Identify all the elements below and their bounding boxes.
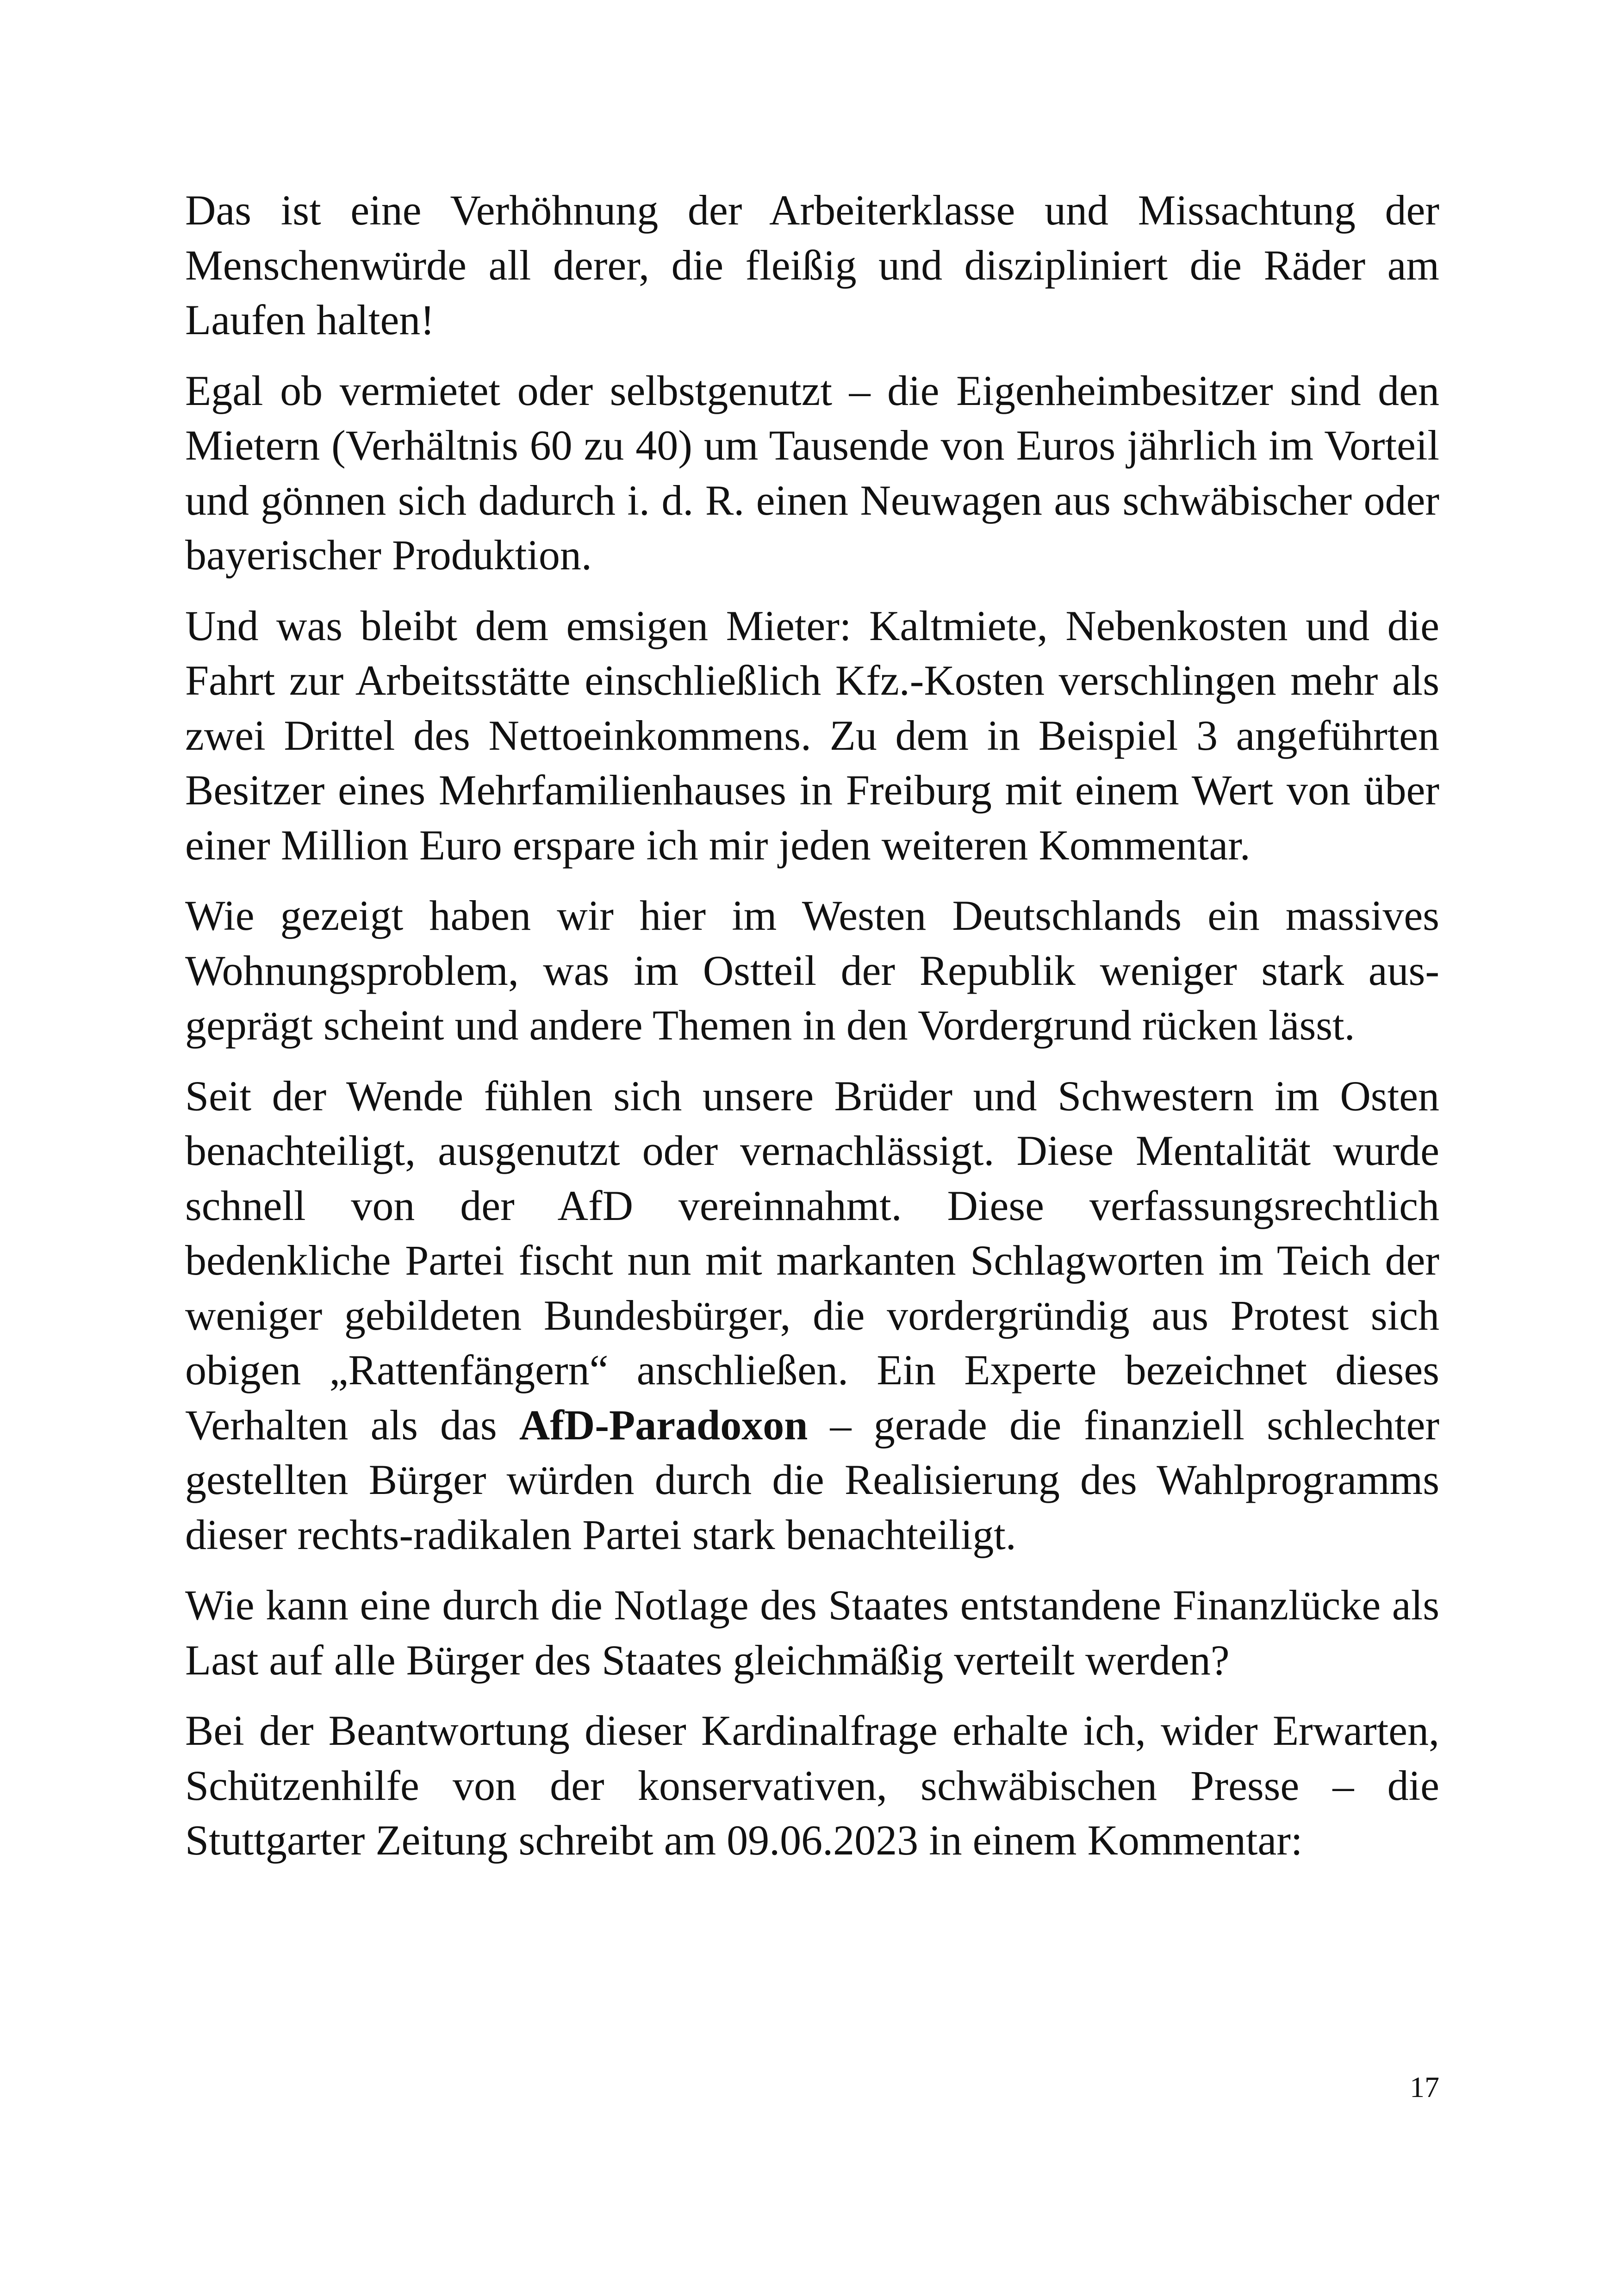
paragraph-5 (185, 1069, 1439, 1562)
afd-paradoxon-term: AfD-Paradoxon (519, 1401, 808, 1449)
page-number: 17 (1410, 2071, 1439, 2103)
body-text (185, 183, 1439, 1884)
paragraph-6: Wie kann eine durch die Notlage des Staates entstandene Finanzlücke als Last auf alle Bürger des Staates gleichmäßig verteilt werden? (185, 1581, 1439, 1684)
paragraph-7: Bei der Beantwortung dieser Kardinalfrage erhalte ich, wider Erwarten, Schützenhilfe von der konservativen, schwäbischen Presse – die Stuttgarter Zeitung schreibt am 09.06.2023 in einem Kommentar: (185, 1707, 1439, 1864)
paragraph-4: Wie gezeigt haben wir hier im Westen Deutschlands ein massives Wohnungsproblem, was im Ostteil der Republik weniger stark ausgeprägt scheint und andere Themen in den Vordergrund rücken lässt. (185, 892, 1439, 1049)
paragraph-5-text-before: Seit der Wende fühlen sich unsere Brüder und Schwestern im Osten benachteiligt, ausgenutzt oder vernachlässigt. Diese Mentalität wurde schnell von der AfD vereinnahmt. Diese verfassungsrechtlich bedenkliche Partei fischt nun mit markanten Schlagworten im Teich der weniger gebildeten Bundesbürger, die vordergründig aus Protest sich obigen „Rattenfängern“ anschließen. Ein Experte bezeichnet dieses Verhalten als das (185, 1072, 1439, 1449)
paragraph-3: Und was bleibt dem emsigen Mieter: Kaltmiete, Nebenkosten und die Fahrt zur Arbeitsstätte einschließlich Kfz.-Kosten verschlingen mehr als zwei Drittel des Nettoeinkommens. Zu dem in Beispiel 3 angeführten Besitzer eines Mehrfamilienhauses in Freiburg mit einem Wert von über einer Million Euro erspare ich mir jeden weiteren Kommentar. (185, 602, 1439, 869)
paragraph-2: Egal ob vermietet oder selbstgenutzt – die Eigenheimbesitzer sind den Mietern (Verhältnis 60 zu 40) um Tausende von Euros jährlich im Vorteil und gönnen sich dadurch i. d. R. einen Neuwagen aus schwäbischer oder bayerischer Produktion. (185, 367, 1439, 579)
paragraph-5-text-after: – gerade die finanziell schlechter gestellten Bürger würden durch die Realisierung des Wahlprogramms dieser rechts-radikalen Partei stark benachteiligt. (185, 1401, 1439, 1558)
paragraph-1: Das ist eine Verhöhnung der Arbeiterklasse und Missachtung der Menschenwürde all derer, die fleißig und diszipliniert die Räder am Laufen halten! (185, 187, 1439, 343)
